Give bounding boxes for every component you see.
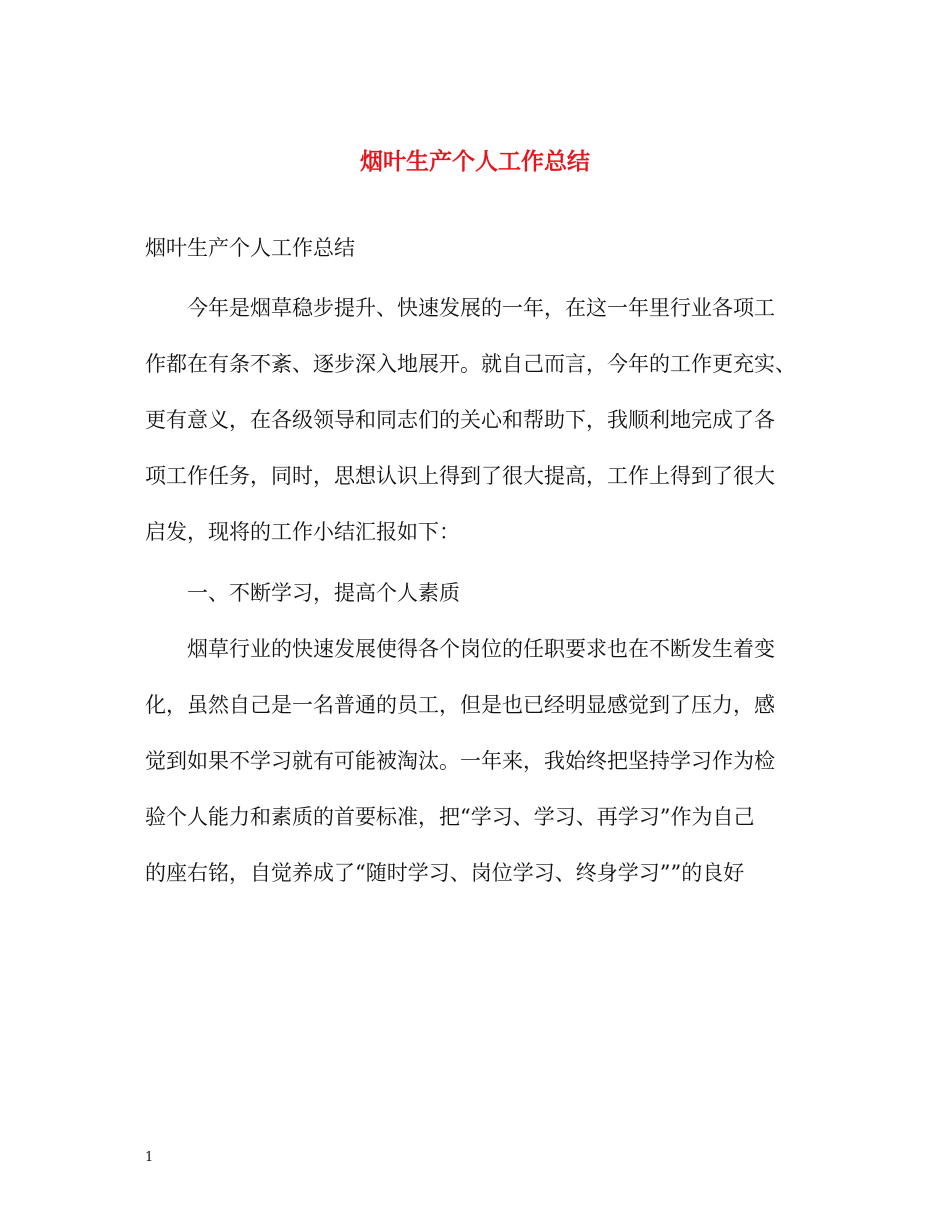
paragraph-line: 觉到如果不学习就有可能被淘汰。一年来，我始终把坚持学习作为检	[145, 749, 775, 773]
document-subtitle: 烟叶生产个人工作总结	[145, 236, 355, 260]
paragraph-line: 启发，现将的工作小结汇报如下：	[145, 520, 460, 544]
paragraph-line: 今年是烟草稳步提升、快速发展的一年，在这一年里行业各项工	[187, 296, 775, 320]
section-heading: 一、不断学习，提高个人素质	[187, 581, 460, 605]
paragraph-line: 烟草行业的快速发展使得各个岗位的任职要求也在不断发生着变	[187, 637, 775, 661]
paragraph-line: 项工作任务，同时，思想认识上得到了很大提高，工作上得到了很大	[145, 464, 775, 488]
paragraph-line: 的座右铭，自觉养成了“随时学习、岗位学习、终身学习””的良好	[145, 861, 745, 885]
paragraph-line: 验个人能力和素质的首要标准，把“学习、学习、再学习”作为自己	[145, 805, 755, 829]
page-number: 1	[145, 1150, 154, 1165]
paragraph-line: 化，虽然自己是一名普通的员工，但是也已经明显感觉到了压力，感	[145, 693, 775, 717]
document-title: 烟叶生产个人工作总结	[360, 148, 590, 175]
paragraph-line: 更有意义，在各级领导和同志们的关心和帮助下，我顺利地完成了各	[145, 408, 775, 432]
paragraph-line: 作都在有条不紊、逐步深入地展开。就自己而言，今年的工作更充实、	[145, 352, 796, 376]
document-body	[145, 288, 805, 909]
